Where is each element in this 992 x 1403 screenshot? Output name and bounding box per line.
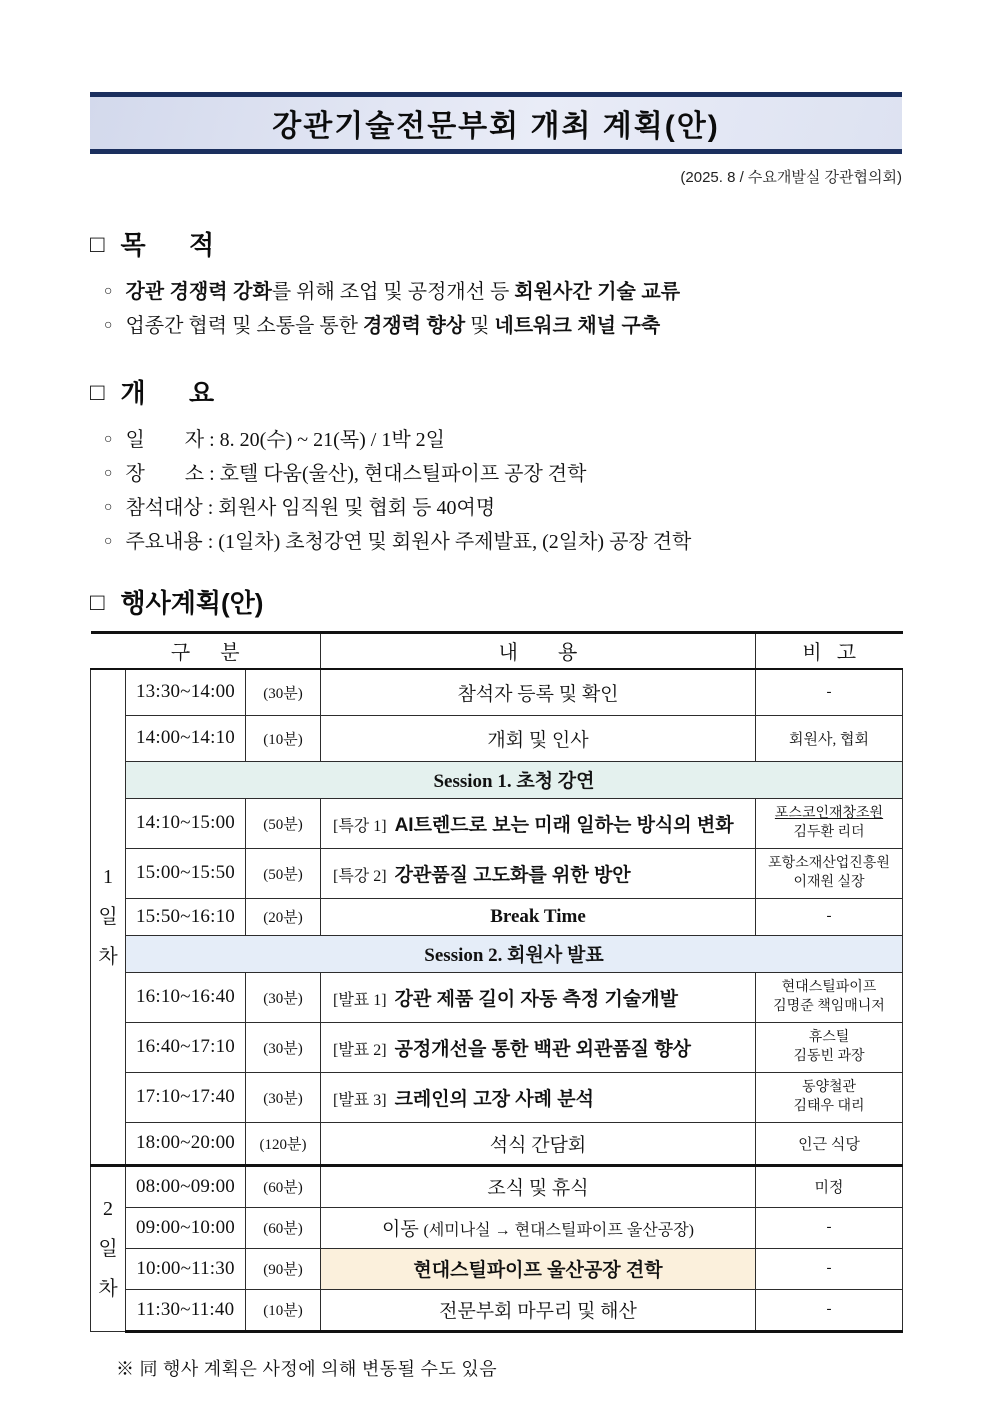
schedule-table-wrap [90, 631, 902, 1333]
day1-char: 일 [98, 905, 118, 928]
purpose-list [104, 275, 902, 343]
content-cell [321, 972, 756, 1022]
talk-title: 강관품질 고도화를 위한 방안 [394, 864, 631, 886]
purpose-item-text [125, 309, 660, 343]
talk-title: 공정개선을 통한 백관 외관품질 향상 [394, 1038, 692, 1060]
table-row [91, 798, 903, 848]
time-cell: 10:00~11:30 [126, 1248, 246, 1289]
purpose-item [104, 309, 902, 343]
table-row [91, 669, 903, 716]
content-cell [321, 1022, 756, 1072]
schedule-table [90, 631, 903, 1333]
duration-cell: (60분) [246, 1207, 321, 1248]
duration-cell: (60분) [246, 1165, 321, 1207]
time-cell: 16:40~17:10 [126, 1022, 246, 1072]
schedule-table-body [91, 669, 903, 1332]
table-row [91, 1207, 903, 1248]
document-subtitle: (2025. 8 / 수요개발실 강관협의회) [680, 169, 902, 186]
time-cell: 16:10~16:40 [126, 972, 246, 1022]
duration-cell: (50분) [246, 848, 321, 898]
talk-prefix: [특강 2] [333, 867, 387, 885]
content-cell: Break Time [321, 898, 756, 935]
schedule-section [90, 589, 902, 1381]
remark-org: 동양철관 [801, 1079, 857, 1095]
session2-label: Session 2. 회원사 발표 [126, 935, 903, 972]
purpose-item [104, 275, 902, 309]
session1-band-row [91, 761, 903, 798]
purpose-item-text [125, 275, 680, 309]
remark-cell: 인근 식당 [756, 1122, 903, 1165]
overview-item-text: 주요내용 : (1일차) 초청강연 및 회원사 주제발표, (2일차) 공장 견학 [125, 530, 692, 553]
remark-cell: - [756, 1289, 903, 1331]
content-cell [321, 848, 756, 898]
duration-cell: (30분) [246, 1072, 321, 1122]
day1-char: 차 [98, 945, 118, 968]
talk-prefix: [특강 1] [333, 817, 387, 835]
time-cell: 18:00~20:00 [126, 1122, 246, 1165]
col-header-remark: 비 고 [756, 632, 903, 669]
overview-item-text: 참석대상 : 회원사 임직원 및 협회 등 40여명 [125, 496, 496, 519]
day2-char: 차 [98, 1277, 118, 1300]
table-row [91, 1165, 903, 1207]
overview-item-text: 장 소 : 호텔 다움(울산), 현대스틸파이프 공장 견학 [125, 462, 587, 485]
day1-label [91, 669, 126, 1166]
text-run: 를 위해 조업 및 공정개선 등 [271, 280, 515, 303]
time-cell: 08:00~09:00 [126, 1165, 246, 1207]
talk-prefix: [발표 1] [333, 991, 387, 1009]
remark-person: 김태우 대리 [793, 1099, 865, 1115]
purpose-section [90, 231, 902, 343]
page-title: 강관기술전문부회 개최 계획(안) [272, 110, 720, 143]
talk-title: AI트렌드로 보는 미래 일하는 방식의 변화 [394, 814, 734, 836]
remark-cell [756, 1072, 903, 1122]
time-cell: 14:00~14:10 [126, 715, 246, 761]
remark-cell [756, 972, 903, 1022]
remark-org: 현대스틸파이프 [781, 979, 877, 995]
text-run: 및 [465, 314, 495, 337]
text-run: 경쟁력 향상 [363, 314, 466, 337]
overview-item [104, 525, 902, 559]
schedule-table-head [91, 632, 903, 669]
remark-cell: 회원사, 협회 [756, 715, 903, 761]
content-cell: 개회 및 인사 [321, 715, 756, 761]
talk-prefix: [발표 3] [333, 1091, 387, 1109]
time-cell: 17:10~17:40 [126, 1072, 246, 1122]
remark-org: 휴스틸 [808, 1029, 850, 1045]
overview-item [104, 491, 902, 525]
remark-person: 김명준 책임매니저 [773, 999, 885, 1015]
duration-cell: (20분) [246, 898, 321, 935]
content-cell: 석식 간담회 [321, 1122, 756, 1165]
table-row [91, 972, 903, 1022]
remark-org: 포항소재산업진흥원 [768, 855, 890, 871]
overview-heading-label: 개 요 [120, 377, 215, 408]
overview-section [90, 379, 902, 559]
table-row [91, 1289, 903, 1331]
square-bullet-icon: □ [90, 588, 105, 616]
square-bullet-icon: □ [90, 231, 105, 259]
circle-bullet-icon: ○ [104, 431, 113, 447]
schedule-heading-label: 행사계획(안) [120, 587, 264, 618]
time-cell: 09:00~10:00 [126, 1207, 246, 1248]
overview-heading [90, 379, 902, 409]
time-cell: 15:50~16:10 [126, 898, 246, 935]
remark-person: 김두환 리더 [793, 825, 865, 841]
remark-cell [756, 1022, 903, 1072]
time-cell: 11:30~11:40 [126, 1289, 246, 1331]
duration-cell: (30분) [246, 669, 321, 716]
remark-cell: - [756, 669, 903, 716]
circle-bullet-icon: ○ [104, 499, 113, 515]
duration-cell: (120분) [246, 1122, 321, 1165]
remark-org: 포스코인재창조원 [774, 805, 884, 821]
purpose-heading-label: 목 적 [120, 230, 215, 260]
duration-cell: (10분) [246, 715, 321, 761]
remark-person: 이재원 실장 [793, 875, 865, 891]
content-cell: 조식 및 휴식 [321, 1165, 756, 1207]
table-row [91, 715, 903, 761]
content-cell [321, 798, 756, 848]
content-cell [321, 1072, 756, 1122]
table-row [91, 848, 903, 898]
text-run: 회원사간 기술 교류 [514, 280, 681, 303]
circle-bullet-icon: ○ [104, 533, 113, 549]
session2-band-row [91, 935, 903, 972]
remark-cell: 미정 [756, 1165, 903, 1207]
remark-cell: - [756, 1207, 903, 1248]
table-row [91, 1072, 903, 1122]
remark-cell: - [756, 1248, 903, 1289]
day2-char: 일 [98, 1237, 118, 1260]
square-bullet-icon: □ [90, 379, 105, 407]
header-row [91, 632, 903, 669]
title-bar [90, 92, 902, 154]
table-row [91, 1122, 903, 1165]
remark-cell: - [756, 898, 903, 935]
move-label: 이동 [382, 1219, 419, 1241]
table-row [91, 898, 903, 935]
day2-char: 2 [103, 1197, 113, 1220]
circle-bullet-icon: ○ [104, 317, 113, 333]
table-row [91, 1022, 903, 1072]
day1-char: 1 [103, 865, 113, 888]
content-cell-highlight: 현대스틸파이프 울산공장 견학 [321, 1248, 756, 1289]
footnote: ※ 同 행사 계획은 사정에 의해 변동될 수도 있음 [116, 1358, 498, 1379]
content-cell: 전문부회 마무리 및 해산 [321, 1289, 756, 1331]
day2-label [91, 1165, 126, 1331]
talk-prefix: [발표 2] [333, 1041, 387, 1059]
overview-item-text: 일 자 : 8. 20(수) ~ 21(목) / 1박 2일 [125, 428, 445, 451]
overview-item [104, 457, 902, 491]
duration-cell: (50분) [246, 798, 321, 848]
duration-cell: (90분) [246, 1248, 321, 1289]
content-cell: 참석자 등록 및 확인 [321, 669, 756, 716]
talk-title: 크레인의 고장 사례 분석 [394, 1088, 594, 1110]
remark-cell [756, 848, 903, 898]
content-cell [321, 1207, 756, 1248]
overview-item [104, 423, 902, 457]
text-run: 업종간 협력 및 소통을 통한 [125, 314, 363, 337]
col-header-category: 구 분 [91, 632, 321, 669]
schedule-heading [90, 589, 902, 619]
session1-label: Session 1. 초청 강연 [126, 761, 903, 798]
text-run: 강관 경쟁력 강화 [125, 280, 272, 303]
table-row [91, 1248, 903, 1289]
text-run: 네트워크 채널 구축 [494, 314, 661, 337]
time-cell: 13:30~14:00 [126, 669, 246, 716]
time-cell: 15:00~15:50 [126, 848, 246, 898]
duration-cell: (10분) [246, 1289, 321, 1331]
purpose-heading [90, 231, 902, 261]
circle-bullet-icon: ○ [104, 283, 113, 299]
remark-person: 김동빈 과장 [793, 1049, 865, 1065]
talk-title: 강관 제품 길이 자동 측정 기술개발 [394, 988, 678, 1010]
move-detail: (세미나실 → 현대스틸파이프 울산공장) [423, 1222, 694, 1240]
col-header-content: 내 용 [321, 632, 756, 669]
duration-cell: (30분) [246, 972, 321, 1022]
duration-cell: (30분) [246, 1022, 321, 1072]
time-cell: 14:10~15:00 [126, 798, 246, 848]
remark-cell [756, 798, 903, 848]
circle-bullet-icon: ○ [104, 465, 113, 481]
overview-list [104, 423, 902, 559]
